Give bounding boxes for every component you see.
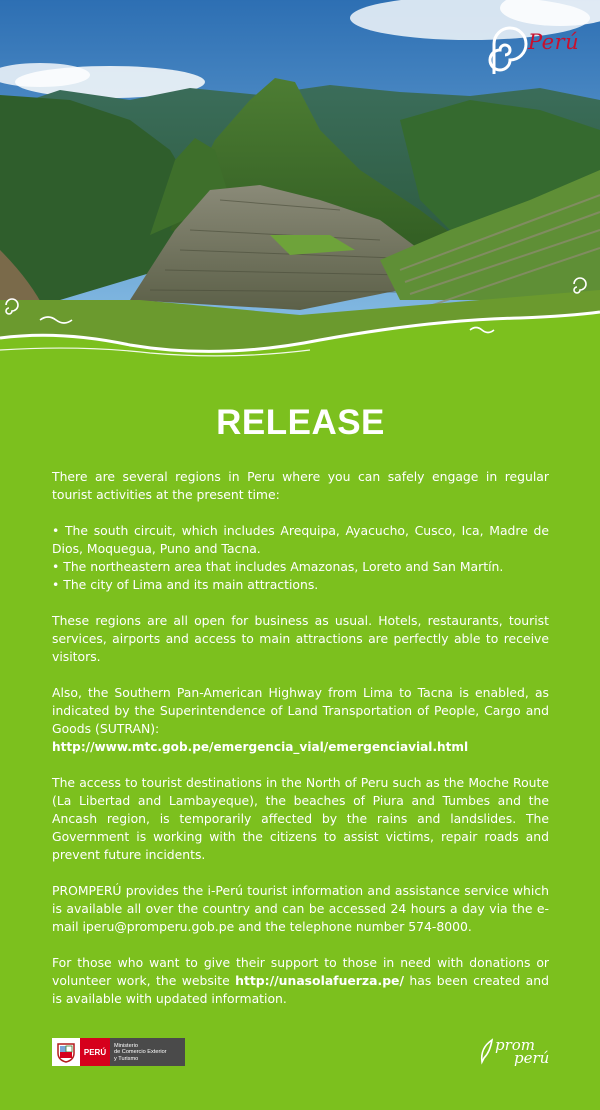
iperu-paragraph: PROMPERÚ provides the i-Perú tourist information and assistance service which is available all over the country and can be accessed 24 hours a day via the e-mail iperu@promperu.gob.pe and the telephone number 574-8000. [52, 883, 549, 934]
promperu-line1: prom [495, 1036, 536, 1054]
list-item: • The city of Lima and its main attractions. [52, 576, 549, 594]
regions-list [52, 522, 549, 594]
peru-brand-logo [488, 22, 586, 78]
ministry-line: y Turismo [114, 1055, 139, 1062]
ministry-line: Ministerio [114, 1043, 138, 1049]
sutran-link[interactable]: http://www.mtc.gob.pe/emergencia_vial/emergenciavial.html [52, 740, 469, 754]
government-logo [52, 1038, 185, 1066]
promperu-line2: perú [514, 1049, 550, 1067]
support-text-after: has been created and is available with updated information. [52, 973, 549, 1006]
ministry-line: de Comercio Exterior [114, 1049, 167, 1056]
coat-of-arms-icon [52, 1038, 80, 1066]
peru-logo-text: Perú [528, 30, 580, 54]
support-text-before: For those who want to give their support to those in need with donations or volunteer work, the website [52, 955, 549, 988]
open-regions-paragraph: These regions are all open for business as usual. Hotels, restaurants, tourist services, airports and access to main attractions are perfectly able to receive visitors. [52, 613, 549, 664]
list-item: • The south circuit, which includes Arequipa, Ayacucho, Cusco, Ica, Madre de Dios, Moquegua, Puno and Tacna. [52, 522, 549, 558]
peru-label: PERÚ [80, 1038, 110, 1066]
intro-paragraph: There are several regions in Peru where you can safely engage in regular tourist activities at the present time: [52, 469, 549, 502]
highway-text: Also, the Southern Pan-American Highway from Lima to Tacna is enabled, as indicated by the Superintendence of Land Transportation of People, Cargo and Goods (SUTRAN): [52, 685, 549, 736]
promperu-logo [478, 1034, 550, 1068]
unasolafuerza-link[interactable]: http://unasolafuerza.pe/ [235, 973, 404, 988]
peru-spiral-icon [488, 22, 532, 78]
hero-image [0, 0, 600, 365]
ministry-label [110, 1038, 185, 1066]
highway-paragraph [52, 684, 549, 756]
support-paragraph [52, 954, 549, 1008]
north-paragraph: The access to tourist destinations in the North of Peru such as the Moche Route (La Libertad and Lambayeque), the beaches of Piura and Tumbes and the Ancash region, is temporarily affected by the rains and landslides. The Government is working with the citizens to assist victims, repair roads and prevent future incidents. [52, 775, 549, 862]
list-item: • The northeastern area that includes Amazonas, Loreto and San Martín. [52, 558, 549, 576]
page-title: RELEASE [216, 403, 385, 442]
release-content [52, 400, 549, 1026]
